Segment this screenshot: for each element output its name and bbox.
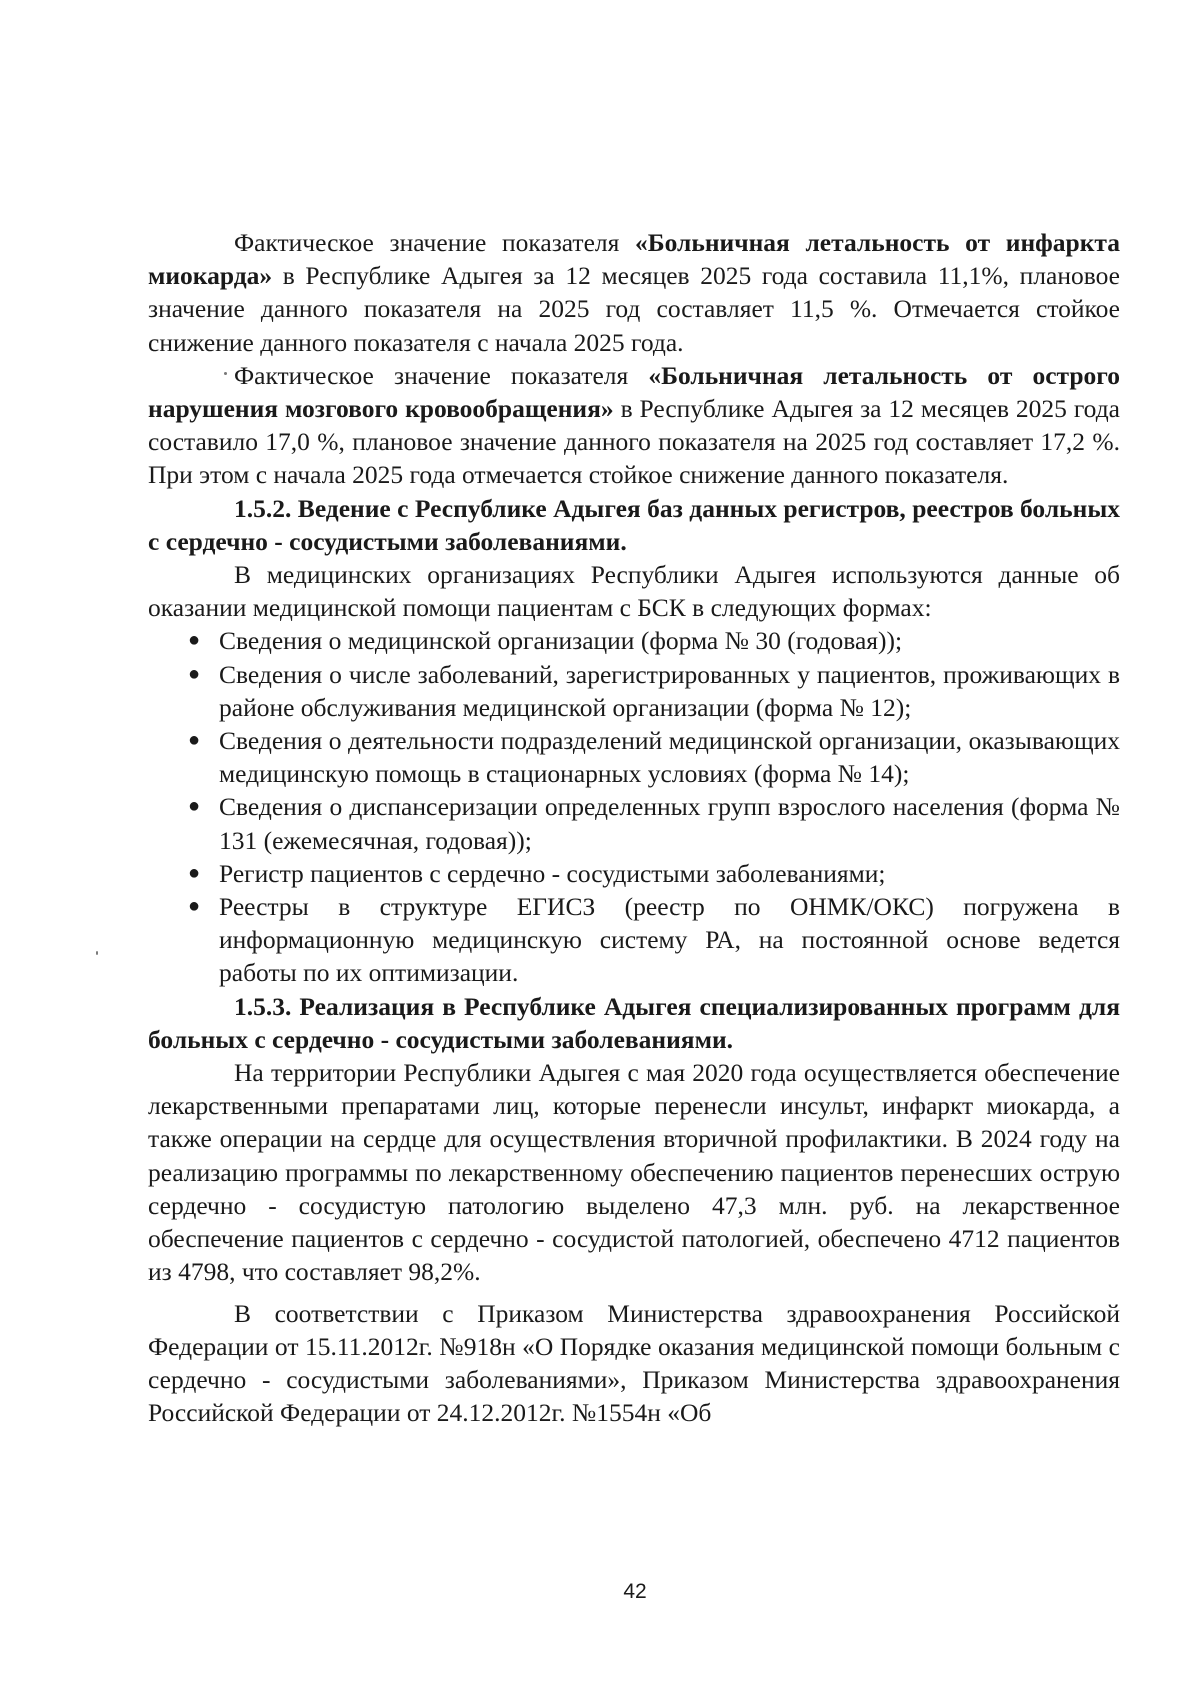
paragraph-text: Фактическое значение показателя [234,360,649,390]
paragraph-stroke-mortality [148,359,1120,492]
scan-speck [96,951,98,955]
bullet-icon: ● [187,895,201,918]
paragraph-regulations: В соответствии с Приказом Министерства здравоохранения Российской Федерации от 15.11.2012г. №918н «О Порядке оказания медицинской помощи больным с сердечно - сосудистыми заболеваниями», Приказом Министерства здравоохранения Российской Федерации от 24.12.2012г. №1554н «Об [148,1298,1120,1428]
list-item-text: Сведения о медицинской организации (форма № 30 (годовая)); [219,626,903,656]
bullet-icon: ● [187,795,201,818]
page-number: 42 [623,1580,647,1603]
list-item-text: Регистр пациентов с сердечно - сосудистыми заболеваниями; [219,858,886,888]
bullet-icon: ● [187,729,201,752]
paragraph-text: в Республике Адыгея за 12 месяцев 2025 года составило 17,0 %, плановое значение данного показателя на 2025 год составляет 17,2 %. При этом с начала 2025 года отмечается стойкое снижение данного показателя. [148,394,1120,490]
bullet-icon: ● [187,629,201,652]
section-lead-paragraph: В медицинских организациях Республики Адыгея используются данные об оказании медицинской помощи пациентам с БСК в следующих формах: [148,560,1120,623]
list-item-text: Сведения о диспансеризации определенных групп взрослого населения (форма № 131 (ежемесячная, годовая)); [219,792,1120,855]
section-heading-1-5-3: 1.5.3. Реализация в Республике Адыгея специализированных программ для больных с сердечно - сосудистыми заболеваниями. [148,991,1120,1054]
bullet-icon: ● [187,861,201,884]
list-item [148,658,1120,724]
list-item [148,857,1120,890]
list-item-text: Сведения о числе заболеваний, зарегистрированных у пациентов, проживающих в районе обслуживания медицинской организации (форма № 12); [219,659,1120,722]
document-page [148,226,1120,1429]
paragraph-mi-mortality [148,226,1120,359]
paragraph-drug-provision: На территории Республики Адыгея с мая 2020 года осуществляется обеспечение лекарственными препаратами лиц, которые перенесли инсульт, инфаркт миокарда, а также операции на сердце для осуществления вторичной профилактики. В 2024 году на реализацию программы по лекарственному обеспечению пациентов перенесших острую сердечно - сосудистую патологию выделено 47,3 млн. руб. на лекарственное обеспечение пациентов с сердечно - сосудистой патологией, обеспечено 4712 пациентов из 4798, что составляет 98,2%. [148,1058,1120,1287]
indicator-name: «Больничная летальность от инфаркта миокарда» [148,228,1121,291]
forms-list [148,624,1120,989]
bullet-icon: ● [187,662,201,685]
list-item-text: Сведения о деятельности подразделений медицинской организации, оказывающих медицинскую помощь в стационарных условиях (форма № 14); [219,726,1120,789]
list-item [148,624,1120,657]
list-item-text: Реестры в структуре ЕГИСЗ (реестр по ОНМК/ОКС) погружена в информационную медицинскую систему РА, на постоянной основе ведется работы по их оптимизации. [219,892,1120,988]
paragraph-text: Фактическое значение показателя [234,228,636,257]
list-item [148,724,1120,790]
list-item [148,790,1120,856]
list-item [148,890,1120,990]
section-heading-1-5-2: 1.5.2. Ведение с Республике Адыгея баз данных регистров, реестров больных с сердечно - сосудистыми заболеваниями. [148,493,1120,556]
indicator-name: «Больничная летальность от острого нарушения мозгового кровообращения» [148,360,1120,424]
paragraph-text: в Республике Адыгея за 12 месяцев 2025 года составила 11,1%, плановое значение данного показателя на 2025 год составляет 11,5 %. Отмечается стойкое снижение данного показателя с начала 2025 года. [148,261,1120,357]
scan-speck [224,372,227,375]
